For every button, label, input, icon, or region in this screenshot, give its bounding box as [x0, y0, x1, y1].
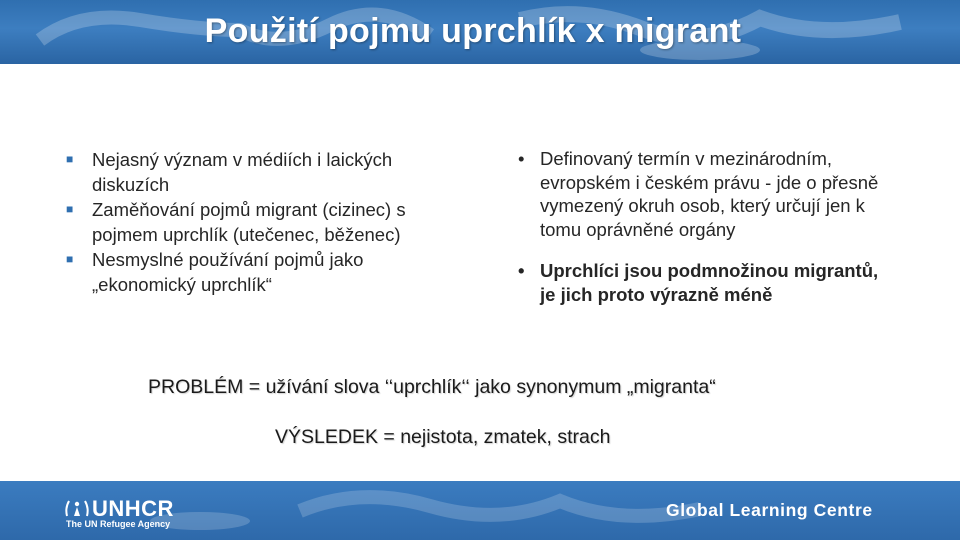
square-bullet-icon: ■	[66, 202, 74, 216]
logo-tagline: The UN Refugee Agency	[66, 519, 171, 529]
square-bullet-icon: ■	[66, 252, 74, 266]
list-item-line: diskuzích	[92, 174, 170, 195]
list-item-line: Definovaný termín v mezinárodním,	[540, 148, 833, 169]
list-item-line: pojmem uprchlík (utečenec, běženec)	[92, 224, 401, 245]
list-item	[66, 197, 466, 247]
partner-name: Global Learning Centre	[666, 500, 873, 520]
result-statement: VÝSLEDEK = nejistota, zmatek, strach	[275, 426, 611, 448]
list-item-line: Nejasný význam v médiích i laických	[92, 149, 393, 170]
list-item	[66, 247, 466, 297]
list-item-line: tomu oprávněné orgány	[540, 218, 736, 240]
list-item-line: Nesmyslné používání pojmů jako	[92, 249, 364, 270]
list-item	[516, 259, 916, 306]
list-item-line: „ekonomický uprchlík“	[92, 274, 272, 295]
list-item-line: Zaměňování pojmů migrant (cizinec) s	[92, 199, 406, 220]
slide-title: Použití pojmu uprchlík x migrant	[204, 12, 742, 50]
round-bullet-icon: •	[518, 148, 525, 169]
header-band	[0, 0, 960, 64]
list-item-line: Uprchlíci jsou podmnožinou migrantů,	[540, 260, 879, 281]
unhcr-emblem-icon	[64, 498, 90, 518]
list-item	[66, 147, 466, 197]
round-bullet-icon: •	[518, 260, 525, 281]
list-item-line: je jich proto výrazně méně	[540, 283, 773, 305]
square-bullet-icon: ■	[66, 152, 74, 166]
left-bullet-list	[66, 147, 466, 297]
list-item-line: vymezený okruh osob, který určují jen k	[540, 195, 865, 216]
list-item	[516, 147, 916, 241]
right-bullet-list	[516, 147, 916, 306]
logo-name: UNHCR	[92, 496, 174, 521]
list-item-line: evropském i českém právu - jde o přesně	[540, 171, 879, 193]
problem-statement: PROBLÉM = užívání slova ‘‘uprchlík‘‘ jako synonymum „migranta“	[148, 376, 716, 398]
